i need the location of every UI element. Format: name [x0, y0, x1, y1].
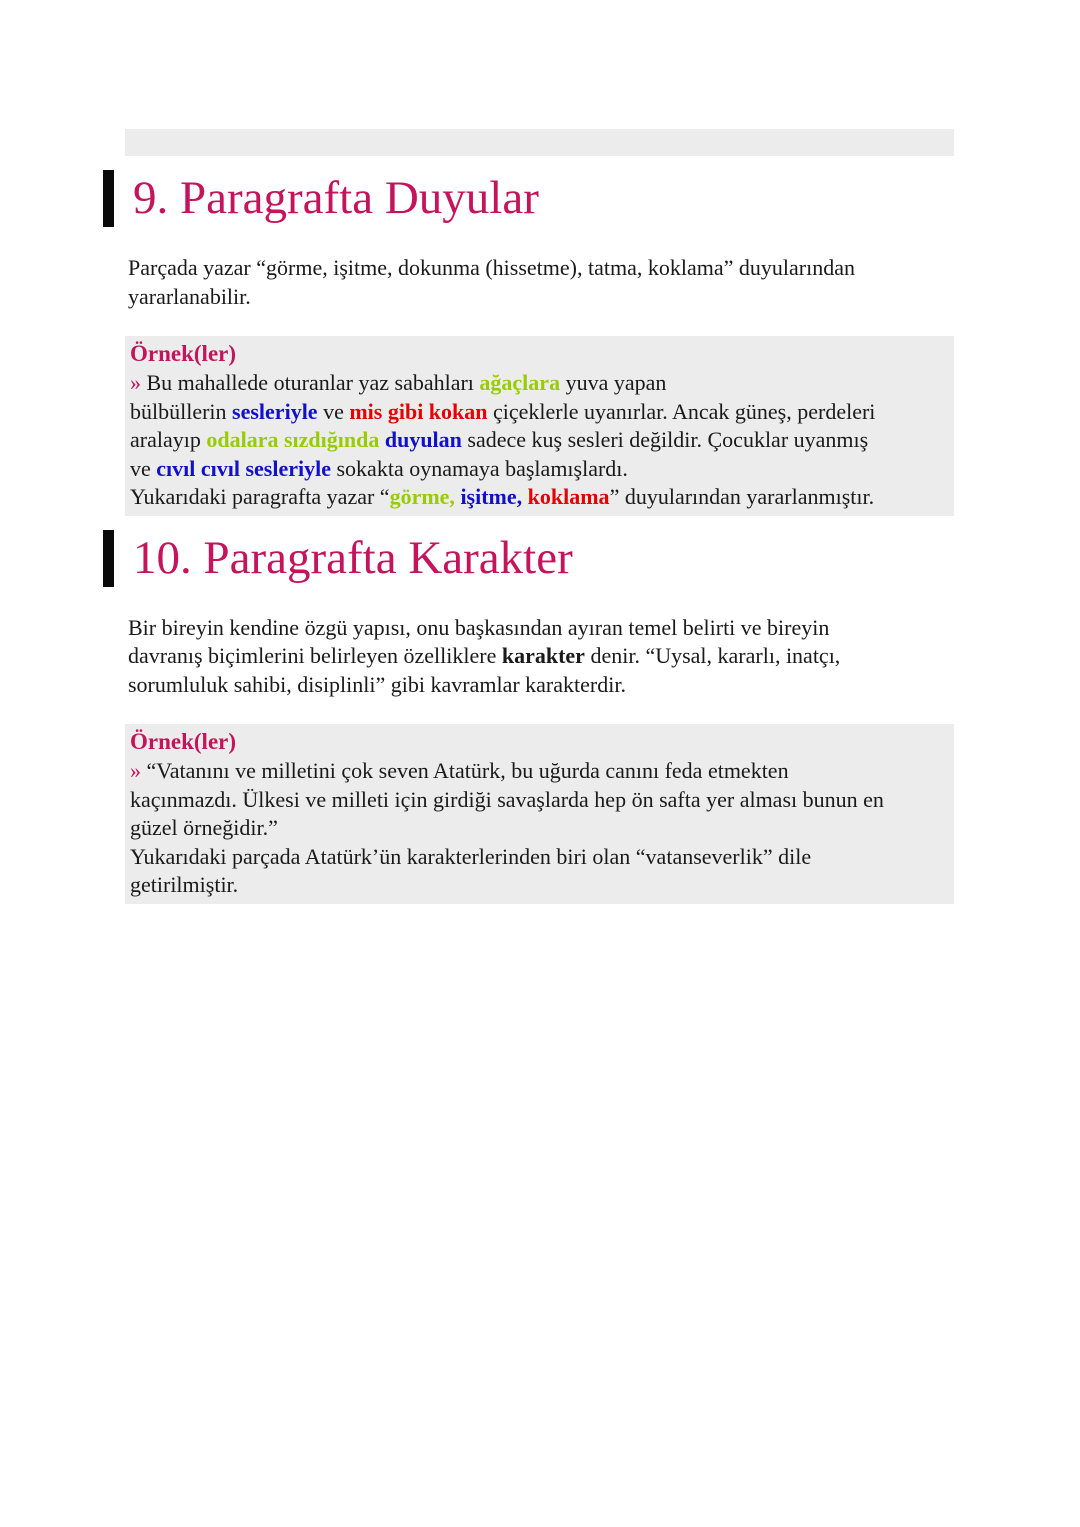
text-segment: mis gibi kokan	[349, 398, 488, 424]
example-line	[130, 398, 954, 427]
text-segment: Parçada yazar “görme, işitme, dokunma (hissetme), tatma, koklama” duyularından	[128, 255, 855, 280]
example-line	[130, 814, 954, 843]
intro-paragraph	[128, 254, 973, 311]
text-segment: yararlanabilir.	[128, 283, 251, 309]
section-title: 10. Paragrafta Karakter	[133, 531, 573, 584]
text-segment: ” duyularından yararlanmıştır.	[609, 484, 875, 509]
text-segment: aralayıp	[130, 427, 207, 452]
text-segment: ve	[317, 398, 350, 424]
intro-line	[128, 254, 973, 283]
example-line	[130, 483, 954, 512]
heading-accent-bar	[103, 530, 114, 587]
text-segment: koklama	[527, 484, 610, 509]
text-segment: karakter	[501, 643, 585, 668]
text-segment: denir. “Uysal, kararlı, inatçı,	[584, 643, 841, 668]
heading-accent-bar	[103, 170, 114, 227]
example-text	[130, 757, 954, 900]
intro-line	[128, 642, 973, 671]
intro-line	[128, 671, 973, 700]
example-line	[130, 871, 954, 900]
text-segment: bülbüllerin	[130, 398, 233, 424]
text-segment: Bu mahallede oturanlar yaz sabahları	[146, 370, 480, 395]
text-segment: Yukarıdaki paragrafta yazar “	[130, 484, 390, 509]
example-box	[125, 724, 954, 904]
text-segment: Yukarıdaki parçada Atatürk’ün karakterlerinden biri olan “vatanseverlik” dile	[130, 843, 812, 869]
text-segment: ve	[130, 455, 157, 481]
text-segment: ağaçlara	[479, 370, 561, 395]
text-segment: sesleriyle	[232, 398, 318, 424]
text-segment: güzel örneğidir.”	[130, 815, 278, 840]
text-segment: sadece kuş sesleri değildir. Çocuklar uyanmış	[461, 427, 869, 452]
example-text	[130, 369, 954, 512]
example-line	[130, 757, 954, 786]
text-segment: »	[130, 370, 147, 395]
example-line	[130, 455, 954, 484]
topic-section	[103, 530, 973, 904]
example-heading: Örnek(ler)	[130, 341, 237, 366]
text-segment: getirilmiştir.	[130, 872, 239, 897]
text-segment: »	[130, 758, 147, 783]
text-segment: duyulan	[384, 427, 462, 452]
text-segment: görme,	[389, 484, 455, 509]
intro-paragraph	[128, 614, 973, 700]
text-segment: cıvıl cıvıl sesleriyle	[156, 455, 331, 481]
example-box	[125, 336, 954, 516]
text-segment: işitme,	[460, 484, 523, 509]
text-segment: odalara sızdığında	[206, 427, 380, 452]
intro-line	[128, 614, 973, 643]
text-segment: Bir bireyin kendine özgü yapısı, onu başkasından ayıran temel belirti ve bireyin	[128, 614, 830, 640]
document-content	[103, 156, 973, 904]
section-title: 9. Paragrafta Duyular	[133, 172, 539, 224]
text-segment: sorumluluk sahibi, disiplinli” gibi kavramlar karakterdir.	[128, 671, 626, 697]
text-segment: çiçeklerle uyanırlar. Ancak güneş, perdeleri	[487, 398, 876, 424]
text-segment: kaçınmazdı. Ülkesi ve milleti için girdiği savaşlarda hep ön safta yer alması bunun en	[130, 786, 884, 812]
intro-line	[128, 283, 973, 312]
example-line	[130, 843, 954, 872]
text-segment: “Vatanını ve milletini çok seven Atatürk, bu uğurda canını feda etmekten	[146, 758, 789, 783]
section-heading	[103, 530, 973, 587]
example-line	[130, 786, 954, 815]
example-line	[130, 369, 954, 398]
topic-section	[103, 170, 973, 516]
section-heading	[103, 170, 973, 227]
previous-example-box-remnant	[125, 129, 954, 156]
example-line	[130, 426, 954, 455]
text-segment: yuva yapan	[560, 370, 667, 395]
text-segment: sokakta oynamaya başlamışlardı.	[331, 455, 628, 481]
text-segment: davranış biçimlerini belirleyen özelliklere	[128, 643, 502, 668]
example-heading: Örnek(ler)	[130, 729, 237, 754]
